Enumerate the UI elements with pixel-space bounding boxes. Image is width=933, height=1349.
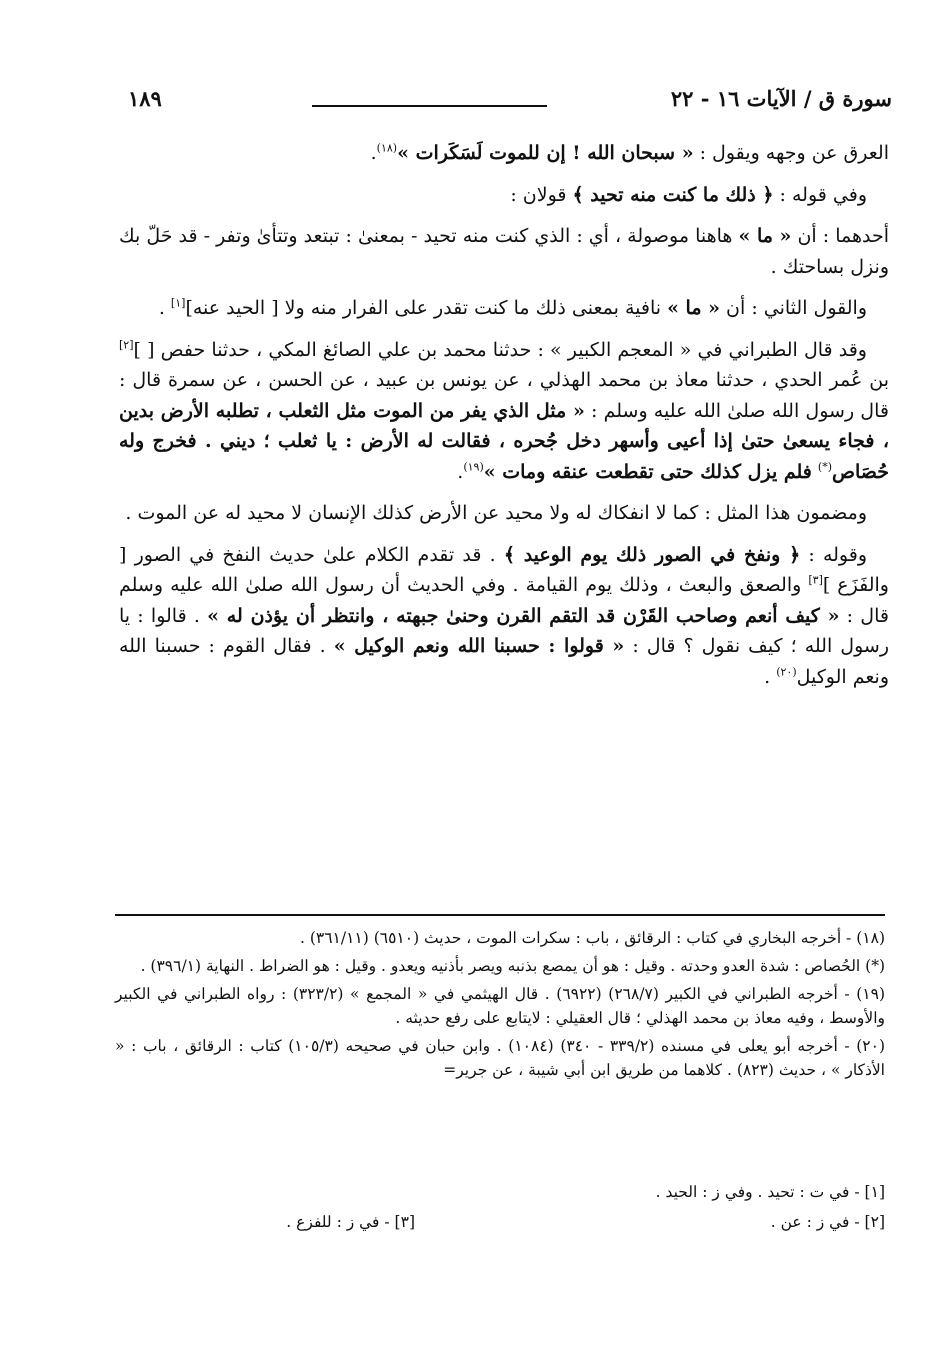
paragraph: وقوله : ﴿ ونفخ في الصور ذلك يوم الوعيد ﴾ . قد تقدم الكلام علىٰ حديث النفخ في الصور [ والفَزَع ][٣] والصعق والبعث ، وذلك يوم القيامة . وفي الحديث أن رسول الله صلىٰ الله عليه وسلم قال : « كيف أنعم وصاحب القَرْن قد التقم القرن وحنىٰ جبهته ، وانتظر أن يؤذن له » . قالوا : يا رسول الله ؛ كيف نقول ؟ قال : « قولوا : حسبنا الله ونعم الوكيل » . فقال القوم : حسبنا الله ونعم الوكيل$^{(٢٠)}$ . [119,543,889,688]
variant-note: [٢] - في ز : عن . [770,1213,885,1231]
variant-notes [115,1177,885,1237]
variant-note: [٣] - في ز : للفزع . [286,1213,415,1231]
footnote-separator [115,914,885,916]
main-text [119,138,889,703]
variant-note-row [115,1177,885,1207]
variant-note: [١] - في ت : تحيد . وفي ز : الحيد . [655,1183,885,1201]
running-title: سورة ق / الآيات ١٦ - ٢٢ [670,86,892,111]
footnotes [115,926,885,1086]
footnote: (٢٠) - أخرجه أبو يعلى في مسنده (٣٣٩/٢ - ٣٤٠) (١٠٨٤) . وابن حبان في صحيحه (١٠٥/٣) كتاب : الرقائق ، باب : « الأذكار » ، حديث (٨٢٣) . كلاهما من طريق ابن أبي شيبة ، عن جرير= [115,1037,885,1079]
header-rule [312,105,547,107]
paragraph: والقول الثاني : أن « ما » نافية بمعنى ذلك ما كنت تقدر على الفرار منه ولا [ الحيد عنه][١] . [158,296,867,319]
paragraph: أحدهما : أن « ما » هاهنا موصولة ، أي : الذي كنت منه تحيد - بمعنىٰ : تبتعد وتتأىٰ وتفر - قد حَلّ بك ونزل بساحتك . [119,225,889,278]
footnote: (١٨) - أخرجه البخاري في كتاب : الرقائق ، باب : سكرات الموت ، حديث (٦٥١٠) (٣٦١/١١) . [299,929,885,947]
page-number: ١٨٩ [128,86,162,111]
page-header [120,86,892,118]
footnote: (١٩) - أخرجه الطبراني في الكبير (٢٦٨/٧) (٦٩٢٢) . قال الهيثمي في « المجمع » (٣٢٣/٢) : رواه الطبراني في الكبير والأوسط ، وفيه معاذ بن محمد الهذلي ؛ قال العقيلي : لايتابع على رفع حديثه . [115,985,886,1027]
paragraph: وقد قال الطبراني في « المعجم الكبير » : حدثنا محمد بن علي الصائغ المكي ، حدثنا حفص [ ][٢] بن عُمر الحدي ، حدثنا معاذ بن محمد الهذلي ، عن يونس بن عبيد ، عن الحسن ، عن سمرة قال : قال رسول الله صلىٰ الله عليه وسلم : « مثل الذي يفر من الموت مثل الثعلب ، تطلبه الأرض بدين ، فجاء يسعىٰ حتىٰ إذا أعيى وأسهر دخل جُحره ، فقالت له الأرض : يا ثعلب ؛ ديني . فخرج وله حُصَاص(*) فلم يزل كذلك حتى تقطعت عنقه ومات »$^{(١٩)}$. [119,338,890,483]
paragraph: العرق عن وجهه ويقول : « سبحان الله ! إن للموت لَسَكَرات »$^{(١٨)}$. [370,141,889,164]
paragraph: وفي قوله : ﴿ ذلك ما كنت منه تحيد ﴾ قولان : [510,183,867,206]
footnote: (*) الحُصاص : شدة العدو وحدته . وقيل : هو أن يمصع بذنبه ويصر بأذنيه ويعدو . وقيل : هو الضراط . النهاية (٣٩٦/١) . [140,957,885,975]
paragraph: ومضمون هذا المثل : كما لا انفكاك له ولا محيد عن الأرض كذلك الإنسان لا محيد له عن الموت . [125,502,867,524]
variant-note-row [115,1207,885,1237]
